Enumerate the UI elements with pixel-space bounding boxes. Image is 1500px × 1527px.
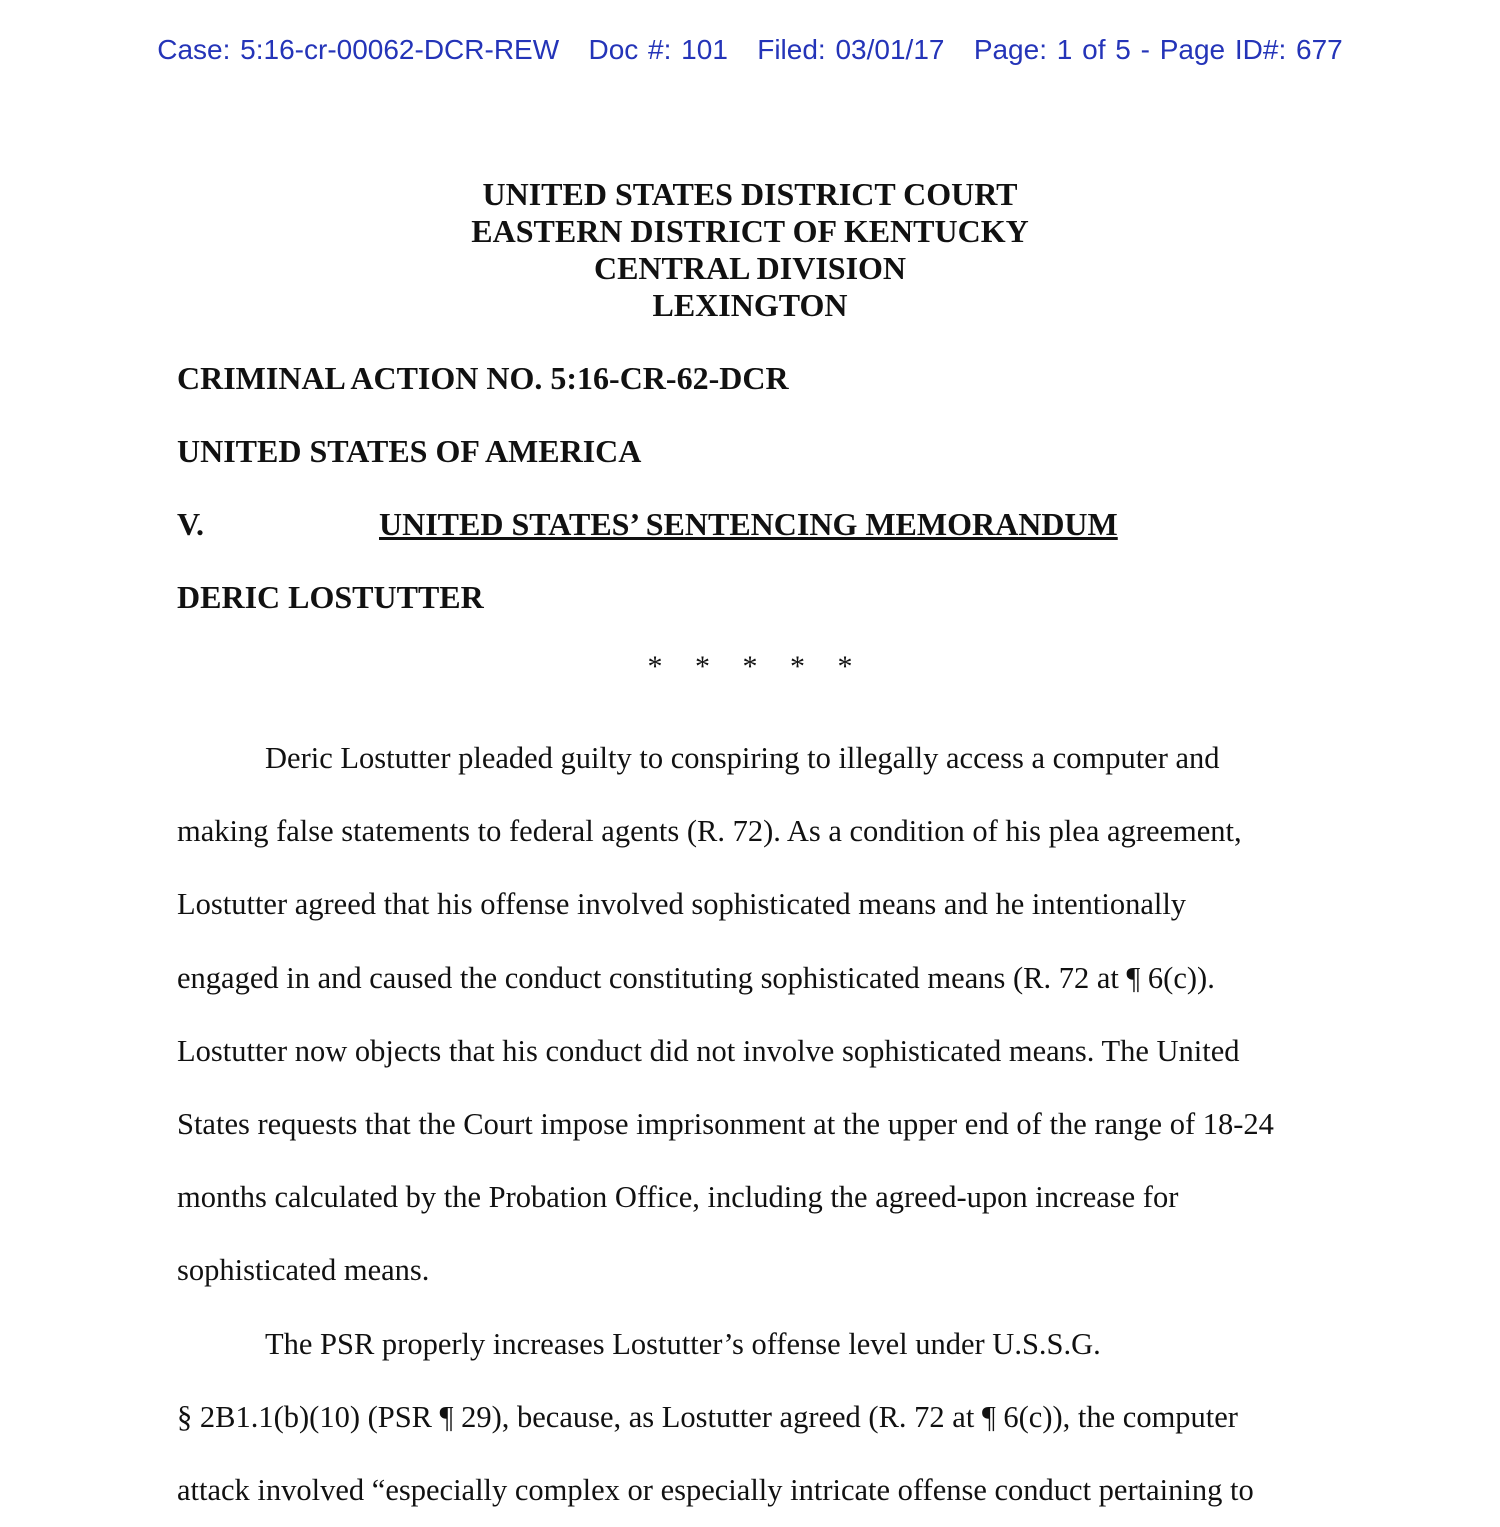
court-district: EASTERN DISTRICT OF KENTUCKY <box>471 213 1029 249</box>
section-separator <box>0 650 1500 684</box>
criminal-action-number: CRIMINAL ACTION NO. 5:16-CR-62-DCR <box>177 360 789 396</box>
body-line: The PSR properly increases Lostutter’s offense level under U.S.S.G. <box>265 1326 1101 1361</box>
body-line: § 2B1.1(b)(10) (PSR ¶ 29), because, as Lostutter agreed (R. 72 at ¶ 6(c)), the computer <box>177 1399 1238 1434</box>
body-line: Deric Lostutter pleaded guilty to conspiring to illegally access a computer and <box>265 741 1220 775</box>
body-line: Lostutter now objects that his conduct did not involve sophisticated means. The United <box>177 1033 1240 1068</box>
separator-star: * <box>837 650 853 683</box>
document-title: UNITED STATES’ SENTENCING MEMORANDUM <box>379 506 1118 542</box>
body-line: attack involved “especially complex or especially intricate offense conduct pertaining to <box>177 1473 1254 1508</box>
defendant-name: DERIC LOSTUTTER <box>177 579 484 615</box>
body-line: Lostutter agreed that his offense involved sophisticated means and he intentionally <box>177 887 1187 922</box>
body-line: States requests that the Court impose imprisonment at the upper end of the range of 18-24 <box>177 1107 1274 1142</box>
court-heading <box>0 176 1500 324</box>
body-line: months calculated by the Probation Office, including the agreed-upon increase for <box>177 1180 1179 1215</box>
versus-label: V. <box>177 506 204 542</box>
body-line: making false statements to federal agents (R. 72). As a condition of his plea agreement, <box>177 814 1242 849</box>
plaintiff-name: UNITED STATES OF AMERICA <box>177 433 642 469</box>
court-division: CENTRAL DIVISION <box>593 250 907 286</box>
memorandum-body <box>177 722 1337 1527</box>
separator-star: * <box>742 650 758 683</box>
separator-star: * <box>790 650 805 683</box>
separator-star: * <box>695 650 710 683</box>
court-location: LEXINGTON <box>652 287 848 323</box>
filing-header: Case: 5:16-cr-00062-DCR-REW Doc #: 101 Filed: 03/01/17 Page: 1 of 5 - Page ID#: 677 <box>157 34 1343 65</box>
separator-star: * <box>647 650 663 683</box>
court-name: UNITED STATES DISTRICT COURT <box>482 176 1018 212</box>
body-line: engaged in and caused the conduct constituting sophisticated means (R. 72 at ¶ 6(c)). <box>177 960 1215 995</box>
body-line: sophisticated means. <box>177 1253 430 1288</box>
